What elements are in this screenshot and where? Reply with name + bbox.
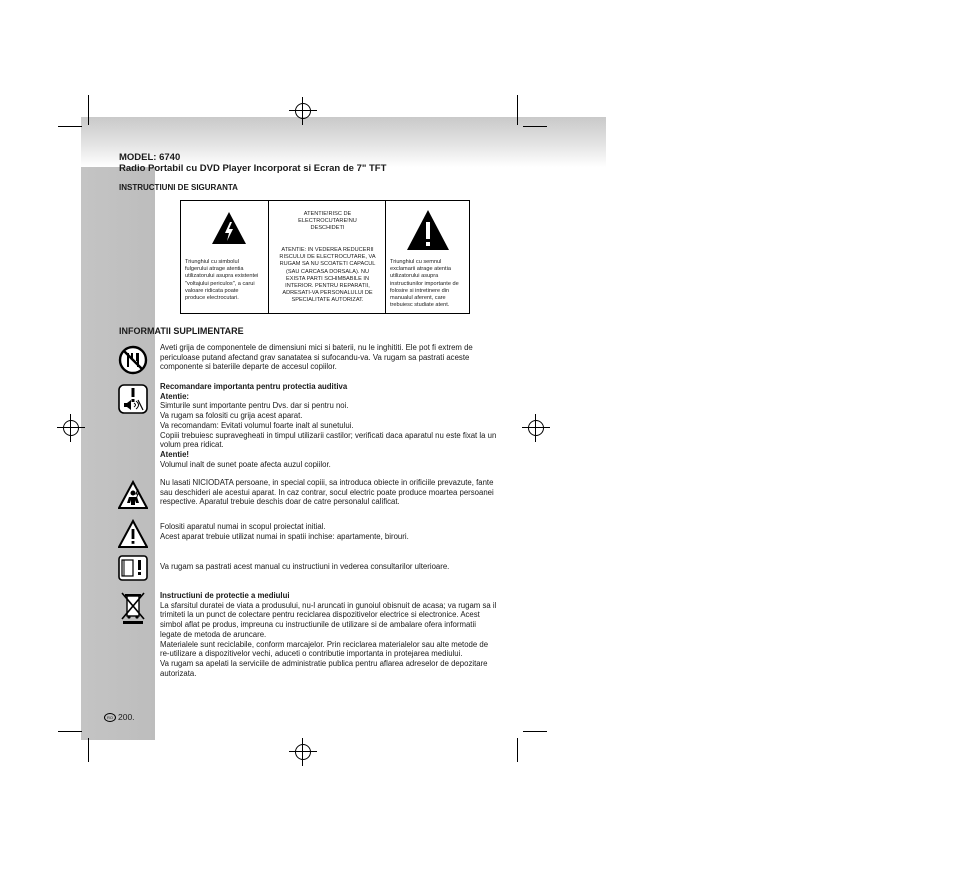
- lightning-caption: Triunghiul cu simbolul fulgerului atrage atentia utilizatorului asupra existentei "voltajului periculos", a carui valoare ridicata poate produce electrocutari.: [185, 259, 259, 302]
- exclamation-cell: [386, 201, 469, 313]
- crop-mark: [517, 95, 518, 125]
- language-badge: RO: [104, 713, 116, 722]
- exclamation-warning-icon: [406, 209, 450, 251]
- info-section-title: INFORMATII SUPLIMENTARE: [119, 326, 244, 336]
- product-subtitle: Radio Portabil cu DVD Player Incorporat si Ecran de 7" TFT: [119, 163, 387, 174]
- hearing-protection-icon: [118, 384, 148, 414]
- keep-manual-text: Va rugam sa pastrati acest manual cu instructiuni in vederea consultarilor ulterioare.: [160, 562, 450, 571]
- shock-risk-label: ATENTIE!RISC DE ELECTROCUTARE!NU DESCHIDETI: [298, 211, 357, 232]
- manual-keep-icon: [118, 553, 148, 583]
- hearing-protection-text: Recomandare importanta pentru protectia auditiva Atentie: Simturile sunt importante pentru Dvs. dar si pentru noi. Va rugam sa folositi cu grija acest aparat. Va recomandam: Evitati volumul foarte inalt al sunetului. Copiii trebuiesc supravegheati in timpul utilizarii castilor; verificati daca aparatul nu este fixat la un volum prea ridicat. Atentie! Volumul inalt de sunet poate afecta auzul copiilor.: [160, 382, 497, 469]
- exclamation-caption: Triunghiul cu semnul exclamarii atrage atentia utilizatorului asupra instructiunilor importante de folosire si intretinere din manualul aferent, care trebuiesc studiate atent.: [390, 259, 459, 309]
- crop-mark: [523, 126, 547, 127]
- lightning-cell: [181, 201, 269, 313]
- openings-warning: Nu lasati NICIODATA persoane, in special copiii, sa introduca obiecte in orificiile prevazute, fante sau deschideri ale acestui aparat. In caz contrar, socul electric poate produce moartea persoanei respective. Aparatul trebuie deschis doar de catre personalul calificat.: [160, 478, 494, 507]
- registration-mark: [61, 418, 81, 438]
- small-parts-warning: Aveti grija de componentele de dimensiuni mici si baterii, nu le inghititi. Ele pot fi extrem de periculoase putand afectand grav sanatatea si sufocandu-va. Va rugam sa pastrati aceste componente si bateriile departe de accesul copiilor.: [160, 343, 473, 372]
- intended-use-text: Folositi aparatul numai in scopul proiectat initial. Acest aparat trebuie utilizat numai in spatii inchise: apartamente, birouri.: [160, 522, 409, 541]
- electric-shock-warning-icon: [118, 480, 148, 510]
- lightning-warning-icon: [211, 211, 247, 245]
- model-title: MODEL: 6740: [119, 152, 181, 163]
- environment-protection-text: Instructiuni de protectie a mediului La sfarsitul duratei de viata a produsului, nu-l aruncati in gunoiul obisnuit de acasa; va rugam sa il trimiteti la un punct de colectare pentru reciclarea dispozitivelor electrice si electronice. Acest simbol aflat pe produs, impreuna cu instructiunile de utilizare si de ambalare ofera informatii legate de metoda de aruncare. Materialele sunt reciclabile, conform marcajelor. Prin reciclarea materialelor sau alte metode de re-utilizare a dispozitivelor vechi, aduceti o contributie importanta in protejarea mediului. Va rugam sa apelati la serviciile de administratie publica pentru aflarea adreselor de depozitare autorizata.: [160, 591, 497, 678]
- registration-mark: [293, 742, 313, 762]
- safety-symbol-table: [180, 200, 470, 314]
- safety-section-title: INSTRUCTIUNI DE SIGURANTA: [119, 183, 238, 192]
- crop-mark: [88, 95, 89, 125]
- cover-warning-text: ATENTIE: IN VEDEREA REDUCERII RISCULUI DE ELECTROCUTARE, VA RUGAM SA NU SCOATETI CAPACUL (SAU CARCASA DORSALA). NU EXISTA PARTI SCHIMBABILE IN INTERIOR. PENTRU REPARATII, ADRESATI-VA PERSONALULUI DE SPECIALITATE AUTORIZAT.: [279, 247, 376, 304]
- crop-mark: [88, 738, 89, 762]
- page-number: 200.: [118, 712, 135, 722]
- weee-bin-icon: [118, 591, 148, 625]
- registration-mark: [293, 101, 313, 121]
- warning-text-cell: [269, 201, 386, 313]
- caution-triangle-icon: [118, 519, 148, 549]
- no-swallow-icon: [118, 345, 148, 375]
- crop-mark: [517, 738, 518, 762]
- crop-mark: [58, 731, 82, 732]
- registration-mark: [526, 418, 546, 438]
- crop-mark: [523, 731, 547, 732]
- crop-mark: [58, 126, 82, 127]
- side-bar: [81, 167, 155, 740]
